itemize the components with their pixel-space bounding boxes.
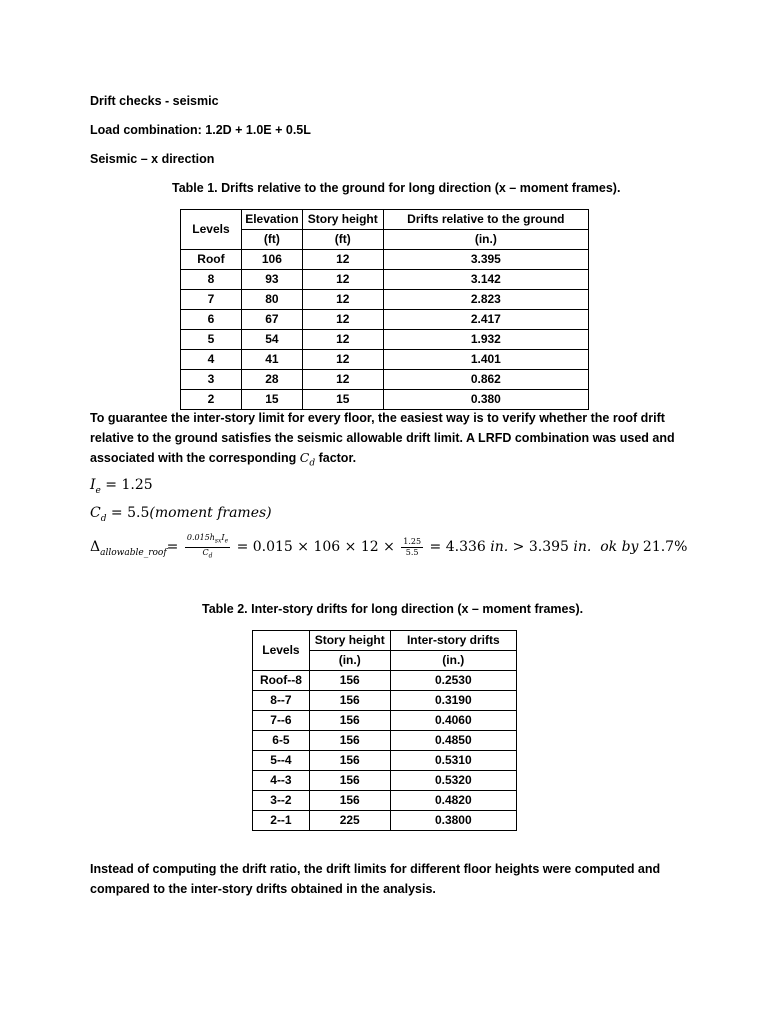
table2-caption: Table 2. Inter-story drifts for long direction (x – moment frames). [202, 602, 584, 616]
table-cell: 12 [302, 290, 383, 310]
table-cell: 1.932 [383, 330, 588, 350]
table-cell: 5 [181, 330, 242, 350]
table-cell: 6 [181, 310, 242, 330]
fraction-drift-formula [185, 533, 230, 561]
unit-1: in. [490, 539, 509, 556]
table-cell: 156 [309, 711, 390, 731]
table-row [253, 811, 517, 831]
table1-header-drifts: Drifts relative to the ground [383, 210, 588, 230]
table-row [181, 350, 589, 370]
table-row [181, 270, 589, 290]
table-row [253, 671, 517, 691]
frac1-numerator: 0.015h [186, 533, 215, 542]
paragraph-text: To guarantee the inter-story limit for every floor, the easiest way is to verify whether the roof drift relative to the ground satisfies the seismic allowable drift limit. A LRFD combination was used and associated with the corresponding [90, 411, 675, 465]
table-cell: 0.380 [383, 390, 588, 410]
table-cell: 156 [309, 771, 390, 791]
table-row [181, 330, 589, 350]
table-cell: 3.395 [383, 250, 588, 270]
cd-eq-subscript: d [100, 513, 107, 524]
table-row [181, 310, 589, 330]
table-row [181, 250, 589, 270]
table-cell: 54 [241, 330, 302, 350]
table1-unit-elevation: (ft) [241, 230, 302, 250]
table-cell: 12 [302, 370, 383, 390]
ie-symbol: I [90, 477, 96, 493]
table-cell: 0.4820 [390, 791, 516, 811]
delta-subscript: allowable_roof [100, 547, 167, 558]
table2 [252, 630, 517, 831]
table-row [253, 711, 517, 731]
table-cell: 8--7 [253, 691, 310, 711]
table2-header-levels: Levels [253, 631, 310, 671]
table-row [253, 751, 517, 771]
table-cell: 106 [241, 250, 302, 270]
table1-header-elevation: Elevation [241, 210, 302, 230]
table-cell: 0.4060 [390, 711, 516, 731]
equation-allowable-drift: $\Delta_{allowable\_roof}=$ $\frac{0.015h_{sx}I_e}{C_d}$ = 0.015 × 106 × 12 × $\frac{1.25}{5.5}$ = 4.336 in. > 3.395 in. ok by 21.7% [90, 533, 688, 560]
table2-header-inter-story: Inter-story drifts [390, 631, 516, 651]
table-cell: 12 [302, 270, 383, 290]
table-cell: Roof--8 [253, 671, 310, 691]
table-cell: 6-5 [253, 731, 310, 751]
table-cell: Roof [181, 250, 242, 270]
paragraph-text-end: factor. [315, 451, 357, 465]
paragraph-drift-limits: Instead of computing the drift ratio, the drift limits for different floor heights were computed and compared to the inter-story drifts obtained in the analysis. [90, 862, 661, 896]
table-cell: 3.142 [383, 270, 588, 290]
table-row [181, 370, 589, 390]
delta-symbol: Δ [90, 539, 101, 556]
table2-unit-story-height: (in.) [309, 651, 390, 671]
table-cell: 12 [302, 250, 383, 270]
table-cell: 2 [181, 390, 242, 410]
table-cell: 156 [309, 751, 390, 771]
table-cell: 0.862 [383, 370, 588, 390]
ie-subscript: e [95, 485, 101, 496]
table-row [253, 771, 517, 791]
cd-value: = 5.5 [106, 505, 150, 521]
table-cell: 4--3 [253, 771, 310, 791]
comparison: > 3.395 [508, 539, 574, 556]
allowable-result: = 4.336 [425, 539, 491, 556]
table-cell: 12 [302, 350, 383, 370]
table-cell: 2--1 [253, 811, 310, 831]
table-cell: 41 [241, 350, 302, 370]
table-cell: 156 [309, 671, 390, 691]
table1-header-levels: Levels [181, 210, 242, 250]
frac1-numerator-tail-sub: e [224, 537, 229, 545]
table1-caption: Table 1. Drifts relative to the ground for long direction (x – moment frames). [172, 181, 621, 195]
table-row [253, 731, 517, 751]
frac1-denominator: C [202, 547, 209, 557]
paragraph-roof-drift [90, 409, 690, 474]
ie-value: = 1.25 [100, 477, 153, 493]
frac2-numerator: 1.25 [403, 536, 422, 546]
table-row [181, 390, 589, 410]
table1 [180, 209, 589, 410]
table-cell: 0.3190 [390, 691, 516, 711]
table-cell: 7 [181, 290, 242, 310]
table-cell: 0.4850 [390, 731, 516, 751]
section-heading: Drift checks - seismic [90, 94, 219, 108]
table-cell: 28 [241, 370, 302, 390]
table-cell: 8 [181, 270, 242, 290]
table-cell: 15 [302, 390, 383, 410]
table-cell: 3--2 [253, 791, 310, 811]
table1-unit-story-height: (ft) [302, 230, 383, 250]
cd-symbol: C [299, 450, 310, 465]
table1-unit-drifts: (in.) [383, 230, 588, 250]
table2-unit-inter-story: (in.) [390, 651, 516, 671]
equation-middle: = 0.015 × 106 × 12 × [232, 539, 400, 556]
frac2-denominator: 5.5 [405, 547, 419, 557]
table-cell: 5--4 [253, 751, 310, 771]
table-cell: 2.417 [383, 310, 588, 330]
table-cell: 80 [241, 290, 302, 310]
table2-header-story-height: Story height [309, 631, 390, 651]
fraction-ie-cd [401, 537, 423, 558]
table-cell: 12 [302, 330, 383, 350]
table-row [181, 290, 589, 310]
margin-percent: 21.7% [638, 539, 688, 556]
table-cell: 156 [309, 691, 390, 711]
table-cell: 4 [181, 350, 242, 370]
table-cell: 93 [241, 270, 302, 290]
table-cell: 0.2530 [390, 671, 516, 691]
table-cell: 2.823 [383, 290, 588, 310]
cd-subscript: d [309, 458, 316, 469]
table-row [253, 691, 517, 711]
table1-header-story-height: Story height [302, 210, 383, 230]
equation-cd [90, 505, 272, 524]
table-cell: 15 [241, 390, 302, 410]
unit-2: in. [573, 539, 592, 556]
equation-ie [90, 477, 153, 496]
cd-note: (moment frames) [149, 505, 272, 521]
cd-eq-symbol: C [90, 505, 101, 521]
load-combination: Load combination: 1.2D + 1.0E + 0.5L [90, 123, 311, 137]
table-cell: 0.3800 [390, 811, 516, 831]
table-cell: 0.5320 [390, 771, 516, 791]
ok-by-text: ok by [600, 539, 639, 556]
table-cell: 7--6 [253, 711, 310, 731]
table-cell: 156 [309, 731, 390, 751]
table-cell: 1.401 [383, 350, 588, 370]
frac1-numerator-tail: I [221, 533, 225, 542]
table-cell: 3 [181, 370, 242, 390]
table-row [253, 791, 517, 811]
table-cell: 12 [302, 310, 383, 330]
table-cell: 225 [309, 811, 390, 831]
frac1-denominator-sub: d [208, 552, 213, 560]
table-cell: 67 [241, 310, 302, 330]
frac1-numerator-sub: sx [214, 537, 222, 545]
table-cell: 0.5310 [390, 751, 516, 771]
table-cell: 156 [309, 791, 390, 811]
seismic-direction: Seismic – x direction [90, 152, 215, 166]
